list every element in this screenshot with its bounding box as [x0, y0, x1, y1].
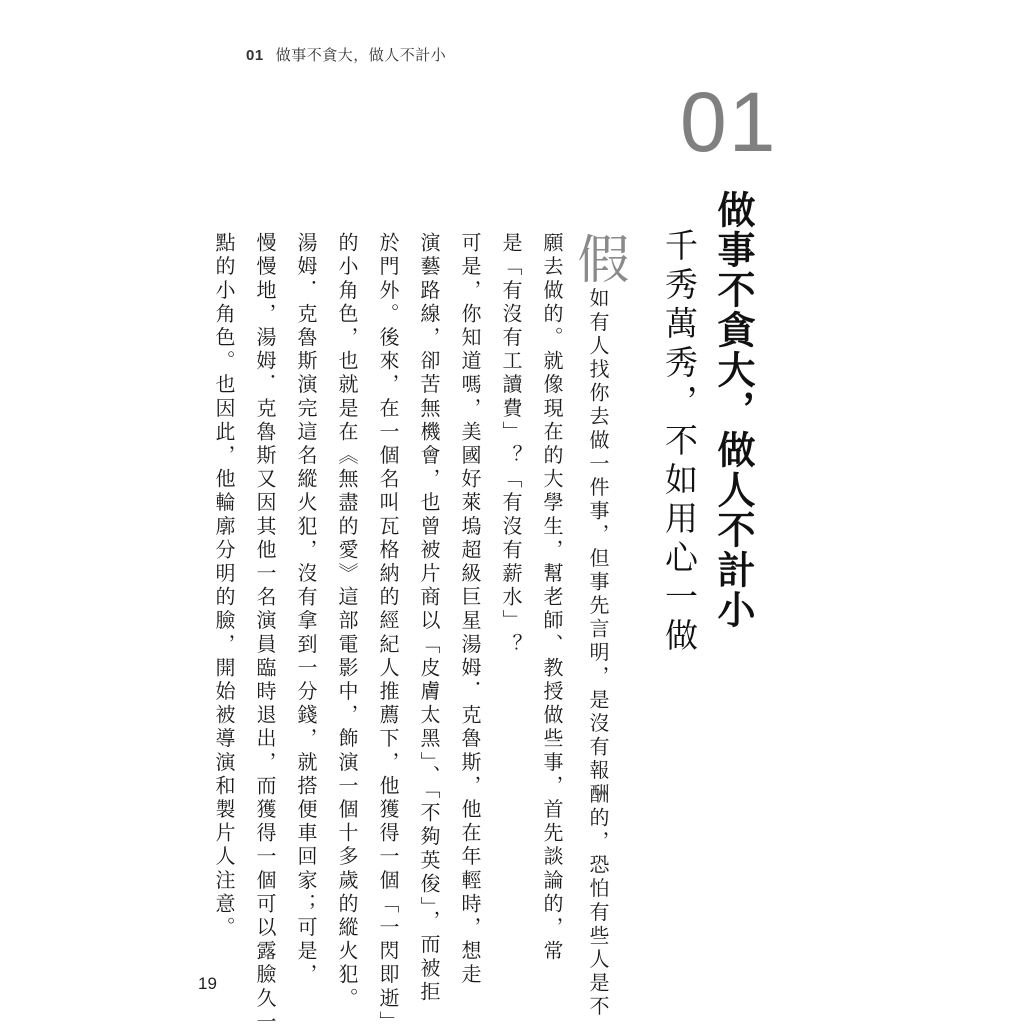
- page-number: 19: [198, 974, 217, 993]
- body-column-8: 湯姆．克魯斯演完這名縱火犯，沒有拿到一分錢，就搭便車回家；可是，: [294, 232, 318, 988]
- chapter-number: 01: [680, 75, 778, 169]
- body-column-9: 慢慢地，湯姆．克魯斯又因其他一名演員臨時退出，而獲得一個可以露臉久一: [253, 232, 277, 1034]
- body-column-6: 於門外。後來，在一個名叫瓦格納的經紀人推薦下，他獲得一個「一閃即逝」: [376, 232, 400, 1034]
- body-column-3: 是「有沒有工讀費」？「有沒有薪水」？: [499, 232, 523, 657]
- body-paragraph-3: [285, 232, 326, 988]
- body-column-4: 可是，你知道嗎，美國好萊塢超級巨星湯姆．克魯斯，他在年輕時，想走: [458, 232, 482, 988]
- running-header: [246, 44, 446, 65]
- running-header-title: 做事不貪大，做人不計小: [275, 46, 447, 64]
- drop-cap: 假: [568, 232, 628, 288]
- body-column-2: 願去做的。就像現在的大學生，幫老師、教授做些事，首先談論的，常: [540, 232, 564, 964]
- body-column-5: 演藝路線，卻苦無機會，也曾被片商以「皮膚太黑」、「不夠英俊」，而被拒: [417, 232, 441, 1005]
- chapter-subtitle: 千秀萬秀，不如用心一做: [660, 228, 699, 657]
- body-column-7: 的小角色，也就是在《無盡的愛》這部電影中，飾演一個十多歲的縱火犯。: [335, 232, 359, 1011]
- running-header-chapter-number: 01: [246, 47, 264, 64]
- chapter-title: 做事不貪大，做人不計小: [711, 190, 755, 630]
- body-column-10: 點的小角色。也因此，他輪廓分明的臉，開始被導演和製片人注意。: [212, 232, 236, 940]
- body-paragraph-2: [449, 232, 490, 988]
- body-paragraph-1: [568, 232, 628, 1020]
- body-column-1: 如有人找你去做一件事，但事先言明，是沒有報酬的，恐怕有些人是不: [586, 287, 610, 1020]
